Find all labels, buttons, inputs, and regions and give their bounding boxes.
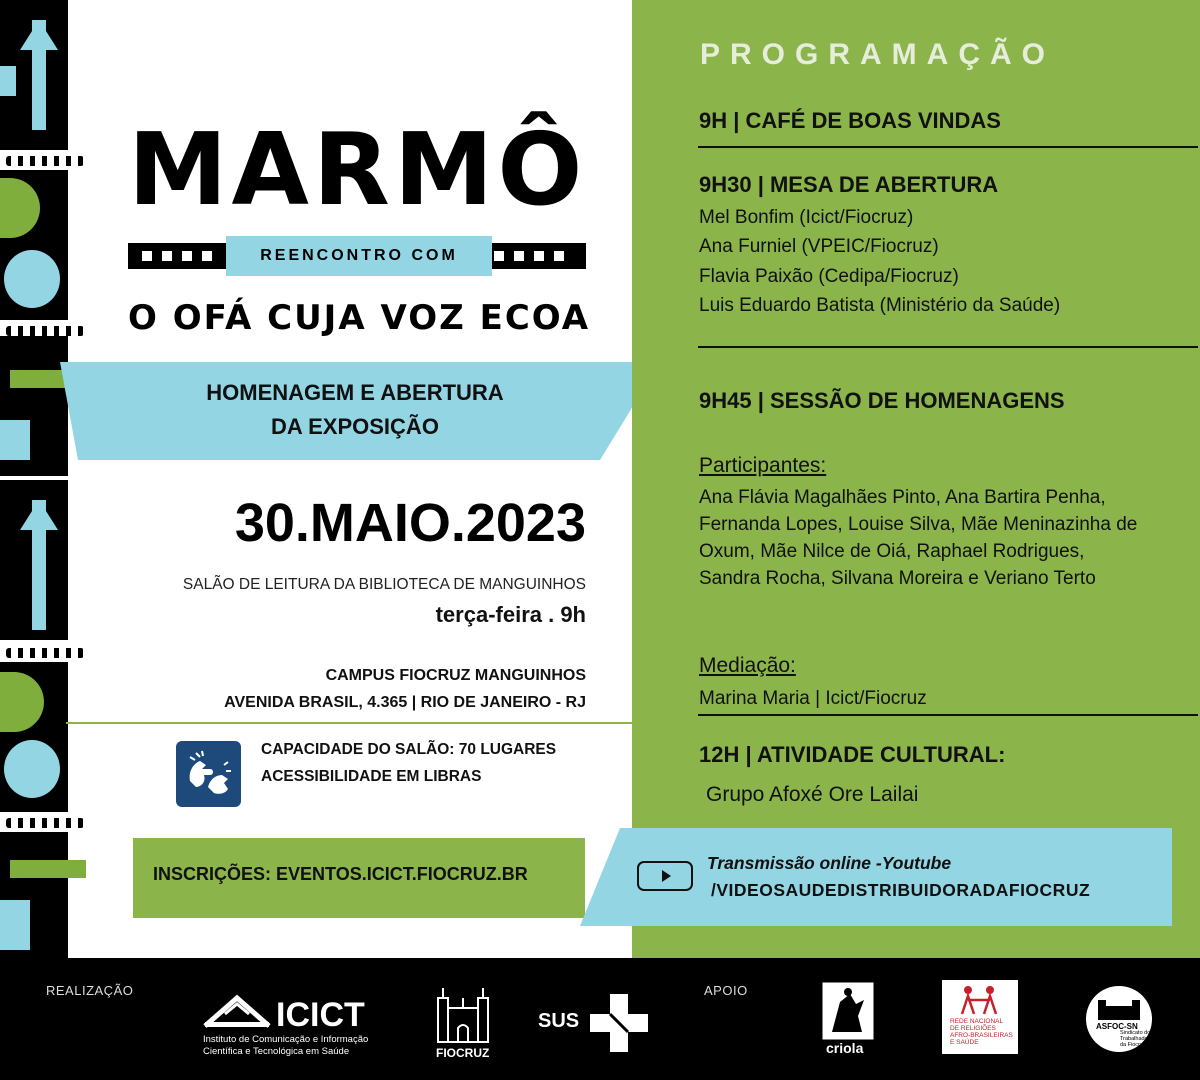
capacity-line: CAPACIDADE DO SALÃO: 70 LUGARES	[261, 741, 557, 758]
play-triangle-icon	[662, 870, 671, 882]
participants-list: Ana Flávia Magalhães Pinto, Ana Bartira Penha, Fernanda Lopes, Louise Silva, Mãe Meninazinha de Oxum, Mãe Nilce de Oiá, Raphael Rodrigues, Sandra Rocha, Silvana Moreira e Veriano Terto	[699, 487, 1138, 589]
participants-label: Participantes:	[699, 454, 827, 477]
accessibility-line: ACESSIBILIDADE EM LIBRAS	[261, 768, 482, 785]
renafro-line-3: AFRO-BRASILEIRAS	[950, 1032, 1013, 1039]
asfoc-name: ASFOC-SN	[1096, 1022, 1138, 1031]
registration-link[interactable]: INSCRIÇÕES: EVENTOS.ICICT.FIOCRUZ.BR	[153, 864, 528, 884]
sign-language-icon	[176, 741, 241, 807]
banner-line-2: DA EXPOSIÇÃO	[271, 414, 439, 439]
asfoc-desc-1: Sindicato dos	[1120, 1030, 1154, 1036]
renafro-line-1: REDE NACIONAL	[950, 1018, 1004, 1025]
capacity-info	[261, 736, 556, 790]
icict-name: ICICT	[276, 996, 365, 1034]
logo-tagline: O OFÁ CUJA VOZ ECOA	[128, 298, 591, 338]
campus-line-2: AVENIDA BRASIL, 4.365 | RIO DE JANEIRO - RJ	[224, 694, 586, 711]
program-panel	[632, 0, 1200, 958]
opening-speaker: Luis Eduardo Batista (Ministério da Saúde)	[699, 295, 1061, 316]
event-weekday-time: terça-feira . 9h	[435, 602, 586, 627]
cultural-activity: Grupo Afoxé Ore Lailai	[706, 783, 919, 806]
apoio-label: APOIO	[704, 983, 748, 998]
renafro-line-4: E SAÚDE	[950, 1039, 979, 1046]
asfoc-castle-icon	[1096, 992, 1142, 1020]
logo-subtitle: REENCONTRO COM	[226, 236, 492, 276]
campus-line-1: CAMPUS FIOCRUZ MANGUINHOS	[325, 667, 586, 684]
divider	[698, 714, 1198, 716]
asfoc-desc-3: da Fiocruz	[1120, 1042, 1146, 1048]
banner-title	[150, 376, 560, 444]
banner-line-1: HOMENAGEM E ABERTURA	[206, 380, 504, 405]
program-title: PROGRAMAÇÃO	[700, 38, 1055, 71]
renafro-line-2: DE RELIGIÕES	[950, 1025, 996, 1032]
criola-name: criola	[826, 1040, 864, 1056]
stream-label: Transmissão online -Youtube	[707, 853, 952, 873]
event-date: 30.MAIO.2023	[234, 493, 586, 553]
decorative-strip	[0, 0, 90, 958]
renafro-logo	[942, 980, 1018, 1054]
icict-mark-icon	[203, 994, 271, 1030]
program-item-tributes: 9H45 | SESSÃO DE HOMENAGENS	[699, 388, 1065, 413]
icict-desc-2: Científica e Tecnológica em Saúde	[203, 1046, 350, 1057]
fiocruz-name: FIOCRUZ	[436, 1046, 490, 1060]
realizacao-label: REALIZAÇÃO	[46, 983, 134, 998]
program-item-opening: 9H30 | MESA DE ABERTURA	[699, 172, 999, 197]
program-item-cultural: 12H | ATIVIDADE CULTURAL:	[699, 742, 1006, 767]
renafro-figures-icon	[958, 984, 1002, 1016]
opening-speaker: Ana Furniel (VPEIC/Fiocruz)	[699, 236, 939, 257]
event-address	[100, 662, 586, 716]
sus-cross-icon	[590, 994, 648, 1052]
divider	[66, 722, 632, 724]
sus-name: SUS	[538, 1010, 580, 1032]
event-venue: SALÃO DE LEITURA DA BIBLIOTECA DE MANGUINHOS	[182, 576, 586, 593]
event-logo-title: MARMÔ	[128, 111, 587, 228]
opening-speaker: Mel Bonfim (Icict/Fiocruz)	[699, 207, 914, 228]
stream-channel-link[interactable]: /VIDEOSAUDEDISTRIBUIDORADAFIOCRUZ	[711, 880, 1091, 900]
divider	[698, 146, 1198, 148]
program-item-coffee: 9H | CAFÉ DE BOAS VINDAS	[699, 108, 1001, 133]
asfoc-desc-2: Trabalhadores	[1120, 1036, 1156, 1042]
divider	[698, 346, 1198, 348]
opening-speaker: Flavia Paixão (Cedipa/Fiocruz)	[699, 266, 959, 287]
mediation-name: Marina Maria | Icict/Fiocruz	[699, 688, 927, 709]
fiocruz-castle-icon	[434, 984, 492, 1044]
mediation-label: Mediação:	[699, 654, 796, 677]
icict-desc-1: Instituto de Comunicação e Informação	[203, 1034, 369, 1045]
footer	[0, 958, 1200, 1080]
